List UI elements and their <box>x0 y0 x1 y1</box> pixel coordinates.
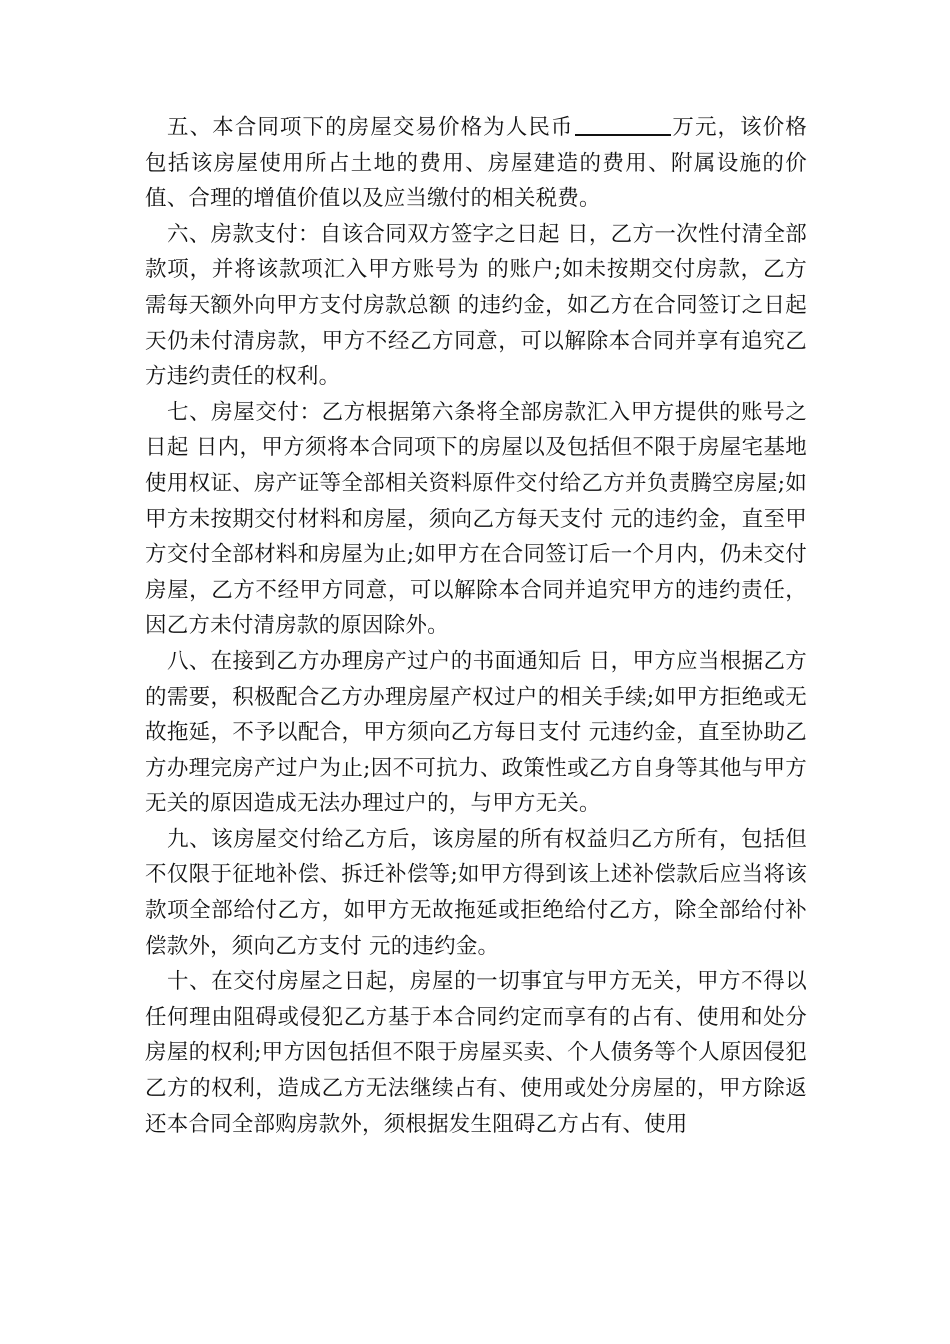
clause-9: 九、该房屋交付给乙方后，该房屋的所有权益归乙方所有，包括但不仅限于征地补偿、拆迁补偿等;如甲方得到该上述补偿款后应当将该款项全部给付乙方，如甲方无故拖延或拒绝给付乙方，除全部给付补偿款外，须向乙方支付 元的违约金。 <box>145 826 807 959</box>
clause-5-text-before: 五、本合同项下的房屋交易价格为人民币 <box>167 115 574 140</box>
clause-6: 六、房款支付：自该合同双方签字之日起 日，乙方一次性付清全部款项，并将该款项汇入甲方账号为 的账户;如未按期交付房款，乙方需每天额外向甲方支付房款总额 的违约金，如乙方在合同签订之日起 天仍未付清房款，甲方不经乙方同意，可以解除本合同并享有追究乙方违约责任的权利。 <box>145 221 807 390</box>
clause-5-text-after: 万元，该价格包括该房屋使用所占土地的费用、房屋建造的费用、附属设施的价值、合理的增值价值以及应当缴付的相关税费。 <box>145 115 807 212</box>
clause-7: 七、房屋交付：乙方根据第六条将全部房款汇入甲方提供的账号之日起 日内，甲方须将本合同项下的房屋以及包括但不限于房屋宅基地使用权证、房产证等全部相关资料原件交付给乙方并负责腾空房屋;如甲方未按期交付材料和房屋，须向乙方每天支付 元的违约金，直至甲方交付全部材料和房屋为止;如甲方在合同签订后一个月内，仍未交付房屋，乙方不经甲方同意，可以解除本合同并追究甲方的违约责任，因乙方未付清房款的原因除外。 <box>145 399 807 639</box>
contract-body <box>145 110 807 1142</box>
clause-10: 十、在交付房屋之日起，房屋的一切事宜与甲方无关，甲方不得以任何理由阻碍或侵犯乙方基于本合同约定而享有的占有、使用和处分房屋的权利;甲方因包括但不限于房屋买卖、个人债务等个人原因侵犯乙方的权利，造成乙方无法继续占有、使用或处分房屋的，甲方除返还本合同全部购房款外，须根据发生阻碍乙方占有、使用 <box>145 969 807 1137</box>
clause-8: 八、在接到乙方办理房产过户的书面通知后 日，甲方应当根据乙方的需要，积极配合乙方办理房屋产权过户的相关手续;如甲方拒绝或无故拖延，不予以配合，甲方须向乙方每日支付 元违约金，直至协助乙方办理完房产过户为止;因不可抗力、政策性或乙方自身等其他与甲方无关的原因造成无法办理过户的，与甲方无关。 <box>145 648 807 817</box>
price-blank-line <box>575 114 671 136</box>
clause-5 <box>145 110 807 217</box>
